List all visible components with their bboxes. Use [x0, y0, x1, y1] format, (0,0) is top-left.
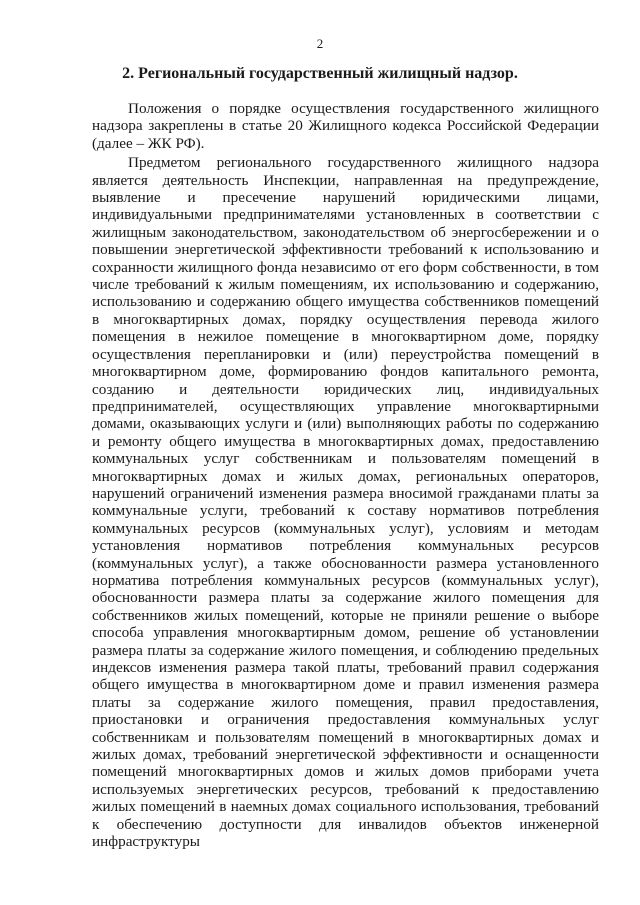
paragraph-intro: Положения о порядке осуществления государственного жилищного надзора закреплены в статье 20 Жилищного кодекса Российской Федерации (далее – ЖК РФ).: [92, 100, 599, 152]
body-text: [92, 100, 599, 850]
section-heading: 2. Региональный государственный жилищный надзор.: [122, 65, 518, 82]
page-number: 2: [316, 36, 324, 51]
paragraph-subject: Предметом регионального государственного жилищного надзора является деятельность Инспекции, направленная на предупреждение, выявление и пресечение нарушений юридическими лицами, индивидуальными предпринимателями установленных в соответствии с жилищным законодательством, законодательством об энергосбережении и о повышении энергетической эффективности требований к использованию и сохранности жилищного фонда независимо от его форм собственности, в том числе требований к жилым помещениям, их использованию и содержанию, использованию и содержанию общего имущества собственников помещений в многоквартирных домах, порядку осуществления перевода жилого помещения в нежилое помещение в многоквартирном доме, порядку осуществления перепланировки и (или) переустройства помещений в многоквартирном доме, формированию фондов капитального ремонта, созданию и деятельности юридических лиц, индивидуальных предпринимателей, осуществляющих управление многоквартирными домами, оказывающих услуги и (или) выполняющих работы по содержанию и ремонту общего имущества в многоквартирных домах, предоставлению коммунальных услуг собственникам и пользователям помещений в многоквартирных домах и жилых домах, региональных операторов, нарушений ограничений изменения размера вносимой гражданами платы за коммунальные услуги, требований к составу нормативов потребления коммунальных ресурсов (коммунальных услуг), условиям и методам установления нормативов потребления коммунальных ресурсов (коммунальных услуг), а также обоснованности размера установленного норматива потребления коммунальных ресурсов (коммунальных услуг), обоснованности размера платы за содержание жилого помещения для собственников жилых помещений, которые не приняли решение о выборе способа управления многоквартирным домом, решение об установлении размера платы за содержание жилого помещения, и соблюдению предельных индексов изменения размера такой платы, требований правил содержания общего имущества в многоквартирном доме и правил изменения размера платы за содержание жилого помещения, правил предоставления, приостановки и ограничения предоставления коммунальных услуг собственникам и пользователям помещений в многоквартирных домах и жилых домах, требований энергетической эффективности и оснащенности помещений многоквартирных домов и жилых домов приборами учета используемых энергетических ресурсов, требований к предоставлению жилых помещений в наемных домах социального использования, требований к обеспечению доступности для инвалидов объектов инженерной инфраструктуры: [92, 154, 599, 851]
